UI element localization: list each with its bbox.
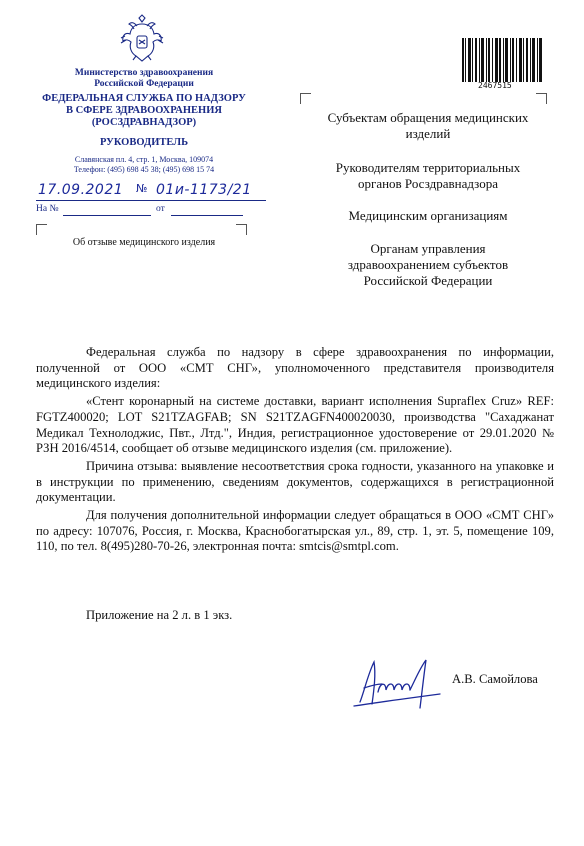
recipient-4: Органам управления здравоохранением субъектов Российской Федерации [347, 241, 509, 288]
body-paragraph-4: Для получения дополнительной информации следует обращаться в ООО «СМТ СНГ» по адресу: 107076, Россия, г. Москва, Краснобогатырская ул., 89, стр. 1, эт. 5, помещение 109, 110, по тел. 8(495)280-70-26, электронная почта: smtcis@smtpl.com. [36, 508, 554, 554]
head-title: РУКОВОДИТЕЛЬ [99, 137, 189, 148]
letter-subject: Об отзыве медицинского изделия [72, 237, 216, 248]
address-line: Славянская пл. 4, стр. 1, Москва, 109074 [74, 155, 214, 164]
body-paragraph-2: «Стент коронарный на системе доставки, вариант исполнения Supraflex Cruz» REF: FGTZ400020; LOT S21TZAGFAB; SN S21TZAGFN400020030, производства "Сахаджанат Медикал Технолоджис, Пвт., Лтд.", Индия, регистрационное удостоверение от 29.01.2020 № РЗН 2016/4514, сообщает об отзыве медицинского изделия (см. приложение). [36, 394, 554, 456]
recipient-2: Руководителям территориальных органов Росздравнадзора [335, 160, 521, 191]
address-block [40, 155, 248, 175]
number-sign: № [136, 182, 148, 195]
registration-underline [36, 200, 266, 201]
reply-to-line [36, 204, 246, 220]
registration-line [36, 180, 276, 202]
corner-mark [236, 224, 247, 235]
ministry-line-1: Министерство здравоохранения [74, 68, 214, 78]
body-paragraph-3: Причина отзыва: выявление несоответствия срока годности, указанного на упаковке и в инструкции по применению, сведениям документов, содержащихся в регистрационной документации. [36, 458, 554, 505]
reply-to-label: На № [36, 204, 59, 214]
recipient-3: Медицинским организациям [348, 208, 508, 223]
from-blank [171, 215, 243, 216]
service-line-2: В СФЕРЕ ЗДРАВООХРАНЕНИЯ [66, 105, 222, 116]
ministry-line-2: Российской Федерации [94, 79, 194, 89]
recipient-1: Субъектам обращения медицинских изделий [327, 110, 529, 141]
registration-number: 01и-1173/21 [156, 182, 252, 198]
ministry-name [40, 68, 248, 90]
service-name [30, 93, 258, 129]
phone-line: Телефон: (495) 698 45 38; (495) 698 15 74 [73, 165, 215, 174]
service-line-3: (РОСЗДРАВНАДЗОР) [91, 117, 197, 128]
signer-name: А.В. Самойлова [452, 672, 538, 686]
letter-body [36, 345, 554, 557]
reply-to-blank [63, 215, 151, 216]
barcode-icon [462, 38, 542, 82]
registration-date: 17.09.2021 [38, 182, 124, 198]
corner-mark [300, 93, 311, 104]
coat-of-arms-emblem [117, 14, 167, 64]
attachment-note: Приложение на 2 л. в 1 экз. [86, 608, 233, 622]
corner-mark [36, 224, 47, 235]
barcode-number: 2467515 [478, 81, 512, 90]
corner-mark [536, 93, 547, 104]
body-paragraph-1: Федеральная служба по надзору в сфере здравоохранения по информации, полученной от ООО «СМТ СНГ», уполномоченного представителя производителя медицинского изделия: [36, 345, 554, 391]
service-line-1: ФЕДЕРАЛЬНАЯ СЛУЖБА ПО НАДЗОРУ [42, 93, 246, 104]
from-label: от [156, 204, 165, 214]
handwritten-signature [350, 652, 445, 712]
